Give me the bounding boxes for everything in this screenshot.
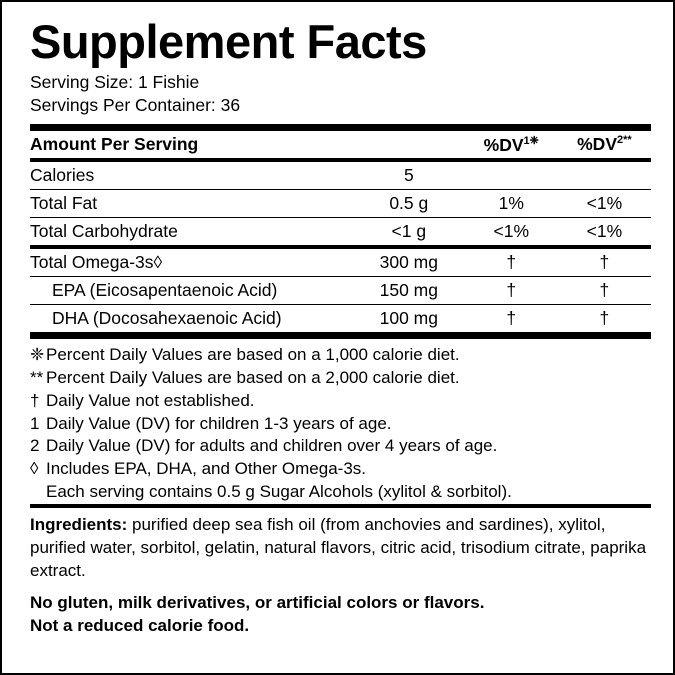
footnote-text: Percent Daily Values are based on a 1,000 calorie diet. <box>46 345 460 365</box>
header-dv2-text: %DV <box>577 134 617 155</box>
row-dv1: † <box>465 277 558 305</box>
table-row <box>30 190 651 218</box>
footnote-mark: ◊ <box>30 459 39 479</box>
serving-size-label: Serving Size: 1 Fishie <box>30 72 200 92</box>
row-amount: 150 mg <box>353 277 465 305</box>
row-amount: 5 <box>353 160 465 190</box>
row-dv2: † <box>558 247 651 277</box>
row-dv2: <1% <box>558 218 651 248</box>
row-dv2: † <box>558 305 651 333</box>
footnote-item <box>30 390 651 413</box>
row-name: Total Omega-3s◊ <box>30 247 353 277</box>
footnote-text: Percent Daily Values are based on a 2,000 calorie diet. <box>46 368 460 388</box>
row-dv2 <box>558 160 651 190</box>
row-dv2: † <box>558 277 651 305</box>
row-name: EPA (Eicosapentaenoic Acid) <box>30 277 353 305</box>
header-dv2-superscript: 2** <box>617 134 632 147</box>
nutrition-table <box>30 131 651 333</box>
row-dv1: 1% <box>465 190 558 218</box>
row-name: Total Carbohydrate <box>30 218 353 248</box>
footnote-item <box>30 367 651 390</box>
divider-thick-bottom <box>30 332 651 339</box>
footnote-item <box>30 481 651 504</box>
footnote-mark: † <box>30 390 40 410</box>
row-dv1: † <box>465 305 558 333</box>
row-name: Total Fat <box>30 190 353 218</box>
footnote-text: Daily Value not established. <box>46 390 255 410</box>
header-dv2 <box>558 131 651 161</box>
header-dv1-superscript: 1❈ <box>523 134 539 147</box>
claim-allergen: No gluten, milk derivatives, or artificial colors or flavors. <box>30 592 485 612</box>
row-dv1 <box>465 160 558 190</box>
footnotes <box>30 339 651 503</box>
table-row <box>30 305 651 333</box>
footnote-text: Includes EPA, DHA, and Other Omega-3s. <box>46 459 366 479</box>
divider-thick-top <box>30 124 651 131</box>
page-title: Supplement Facts <box>30 15 427 68</box>
header-dv1 <box>465 131 558 161</box>
footnote-mark: ** <box>30 368 44 388</box>
table-row <box>30 247 651 277</box>
row-amount: <1 g <box>353 218 465 248</box>
footnote-item <box>30 344 651 367</box>
claim-calorie: Not a reduced calorie food. <box>30 615 250 635</box>
table-row <box>30 277 651 305</box>
ingredients-text: purified deep sea fish oil (from anchovies and sardines), xylitol, purified water, sorbitol, gelatin, natural flavors, citric acid, trisodium citrate, paprika extract. <box>30 514 647 580</box>
table-row <box>30 218 651 248</box>
footnote-item <box>30 458 651 481</box>
ingredients-label: Ingredients: <box>30 514 128 534</box>
row-name: DHA (Docosahexaenoic Acid) <box>30 305 353 333</box>
header-amount-spacer <box>353 131 465 161</box>
row-amount: 0.5 g <box>353 190 465 218</box>
footnote-text: Daily Value (DV) for children 1-3 years of age. <box>46 413 392 433</box>
footnote-mark: 1 <box>30 413 40 433</box>
row-name: Calories <box>30 160 353 190</box>
table-header-row <box>30 131 651 161</box>
row-dv2: <1% <box>558 190 651 218</box>
table-row <box>30 160 651 190</box>
header-dv1-text: %DV <box>483 134 524 155</box>
footnote-item <box>30 435 651 458</box>
footnote-text: Daily Value (DV) for adults and children over 4 years of age. <box>46 436 498 456</box>
row-dv1: <1% <box>465 218 558 248</box>
row-amount: 300 mg <box>353 247 465 277</box>
footnote-mark: ❈ <box>30 345 45 365</box>
footnote-item <box>30 413 651 436</box>
header-amount-per-serving: Amount Per Serving <box>30 134 199 155</box>
claims-block <box>30 583 651 638</box>
row-dv1: † <box>465 247 558 277</box>
footnote-mark: 2 <box>30 436 40 456</box>
row-amount: 100 mg <box>353 305 465 333</box>
footnote-text: Each serving contains 0.5 g Sugar Alcohols (xylitol & sorbitol). <box>46 481 512 501</box>
servings-per-container-label: Servings Per Container: 36 <box>30 95 241 116</box>
ingredients-block <box>30 508 651 583</box>
